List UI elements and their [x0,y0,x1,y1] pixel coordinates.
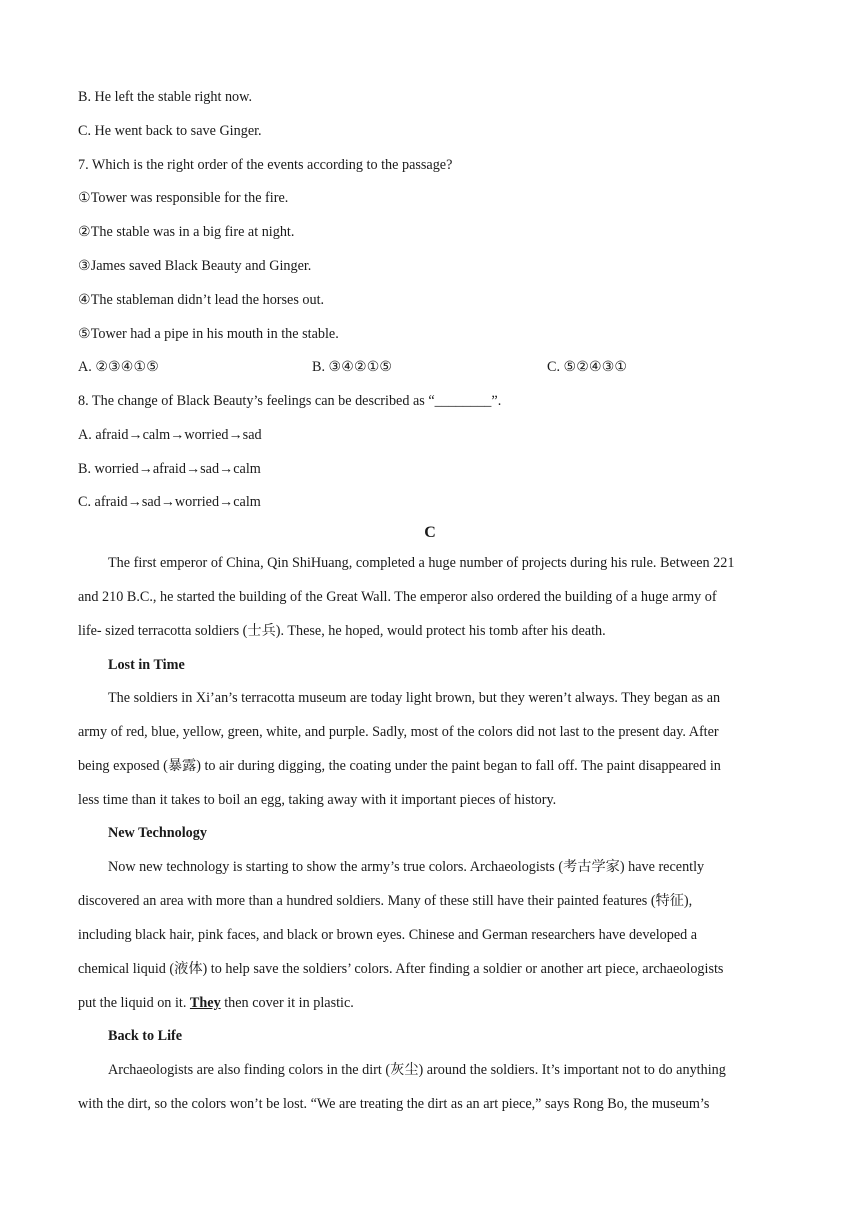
q7-event: ②The stable was in a big fire at night. [78,224,295,240]
subheading-back-to-life: Back to Life [108,1028,183,1044]
q8-option-c: C. afraid→sad→worried→calm [78,494,261,510]
passage-text: put the liquid on it. [78,995,190,1011]
subheading-lost-in-time: Lost in Time [108,657,185,673]
passage-line: with the dirt, so the colors won’t be lost. “We are treating the dirt as an art piece,” says Rong Bo, the museum’s [78,1096,710,1112]
section-label-c: C [424,524,436,541]
q8-option-b: B. worried→afraid→sad→calm [78,461,261,477]
passage-line: army of red, blue, yellow, green, white, and purple. Sadly, most of the colors did not last to the present day. After [78,724,719,740]
q7-option-b: B. ③④②①⑤ [312,359,393,375]
passage-text: then cover it in plastic. [220,995,354,1011]
passage-line: and 210 B.C., he started the building of the Great Wall. The emperor also ordered the building of a huge army of [78,589,717,605]
q6-option-b: B. He left the stable right now. [78,89,253,105]
q7-question: 7. Which is the right order of the events according to the passage? [78,157,453,173]
q7-event: ④The stableman didn’t lead the horses out. [78,292,325,308]
passage-line: Archaeologists are also finding colors in the dirt (灰尘) around the soldiers. It’s important not to do anything [108,1062,726,1078]
passage-line: including black hair, pink faces, and black or brown eyes. Chinese and German researchers have developed a [78,927,698,943]
q6-option-c: C. He went back to save Ginger. [78,123,262,139]
q7-event: ⑤Tower had a pipe in his mouth in the stable. [78,326,339,342]
q7-event: ③James saved Black Beauty and Ginger. [78,258,312,274]
q8-option-a: A. afraid→calm→worried→sad [78,427,262,443]
passage-line: being exposed (暴露) to air during digging, the coating under the paint began to fall off. The paint disappeared in [78,758,721,774]
passage-line: chemical liquid (液体) to help save the soldiers’ colors. After finding a soldier or another art piece, archaeologists [78,961,724,977]
passage-line: Now new technology is starting to show the army’s true colors. Archaeologists (考古学家) have recently [108,859,705,875]
q7-option-a: A. ②③④①⑤ [78,359,159,375]
passage-line: discovered an area with more than a hundred soldiers. Many of these still have their painted features (特征), [78,893,693,909]
q7-event: ①Tower was responsible for the fire. [78,190,289,206]
underlined-word-they: They [189,995,221,1011]
passage-line: less time than it takes to boil an egg, taking away with it important pieces of history. [78,792,557,808]
passage-line [78,993,354,1013]
passage-line: life- sized terracotta soldiers (士兵). These, he hoped, would protect his tomb after his death. [78,623,606,639]
q8-question: 8. The change of Black Beauty’s feelings can be described as “________”. [78,393,502,409]
subheading-new-technology: New Technology [108,825,207,841]
q7-option-c: C. ⑤②④③① [547,359,628,375]
passage-line: The first emperor of China, Qin ShiHuang, completed a huge number of projects during his rule. Between 221 [108,555,735,571]
passage-line: The soldiers in Xi’an’s terracotta museum are today light brown, but they weren’t always. They began as an [108,690,721,706]
